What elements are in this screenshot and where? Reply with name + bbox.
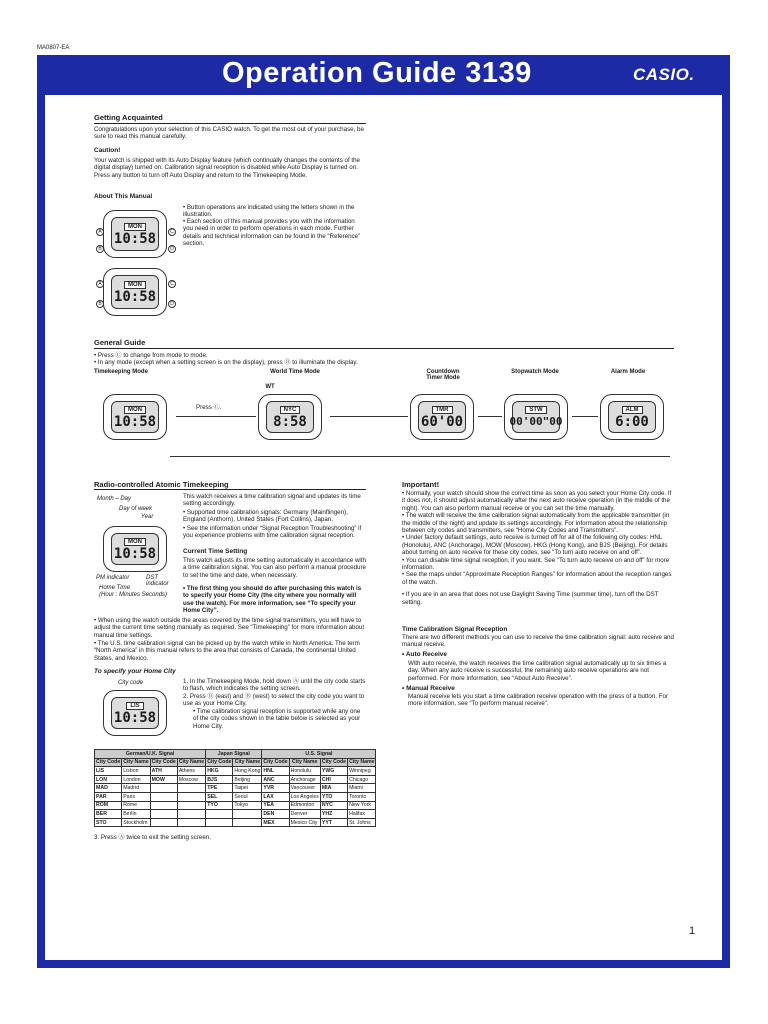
about-manual-heading: About This Manual [94,193,153,200]
intro-text: Congratulations upon your selection of this CASIO watch. To get the most out of your purchase, be sure to read this manual carefully. [94,126,364,141]
city-code-cell [206,818,233,827]
city-name-cell: St. Johns [348,818,376,827]
radio-intro: This watch receives a time calibration signal and updates its time setting accordingly. [183,493,361,508]
getting-acquainted-heading: Getting Acquainted [94,113,163,122]
city-name-cell: Edmonton [289,801,320,810]
city-code-cell [150,792,177,801]
city-code-cell: YVR [262,784,289,793]
important-bullet: • You can disable time signal reception, if you want. See “To turn auto receive on and off” for more information. [402,556,670,572]
city-code-cell: MIA [320,784,347,793]
col-header: City Name [289,758,320,767]
page-title: Operation Guide 3139 [222,57,532,89]
city-name-cell [177,801,205,810]
city-name-cell: New York [348,801,376,810]
city-code-cell: MEX [262,818,289,827]
city-name-cell: Taipei [233,784,262,793]
city-code-cell: SEL [206,792,233,801]
watch-illustration-2: MON 10:58 [103,268,167,316]
watch-world-time: NYC 8:58 [258,394,322,440]
month-day-label: Month – Day [97,496,132,502]
city-name-cell: Seoul [233,792,262,801]
col-header: City Code [321,759,347,766]
city-name-cell [233,818,262,827]
city-name-cell: Madrid [122,784,150,793]
col-header: City Code [207,759,232,766]
city-name-cell: Rome [122,801,150,810]
table-row [95,792,376,801]
city-code-cell: YHZ [320,810,347,819]
mode-arrow [572,416,598,417]
section-rule [94,348,674,349]
city-name-cell [177,818,205,827]
manual-receive-text: Manual receive lets you start a time calibration receive operation with the press of a button. For more information, see “To perform manual receive”. [408,693,669,708]
important-bullet: • See the maps under “Approximate Reception Ranges” for information about the reception ranges of the watch. [402,571,672,586]
city-code-cell: TYO [206,801,233,810]
city-code-cell: YWG [320,767,347,776]
city-name-cell: Vancouver [289,784,320,793]
city-name-cell: Chicago [348,775,376,784]
city-name-cell: Honolulu [289,767,320,776]
city-code-cell [150,801,177,810]
city-code-cell [206,810,233,819]
auto-receive-heading: • Auto Receive [402,651,448,658]
watch-city-code: LIS 10:58 [103,690,167,736]
mode-label-timekeeping: Timekeeping Mode [94,369,148,375]
section-rule [94,123,366,124]
day-of-week-label: Day of week [119,506,153,512]
col-header: City Name [234,759,261,766]
table-row [95,818,376,827]
page-number: 1 [689,925,696,937]
about-bullet-1: • Button operations are indicated using the letters shown in the illustration. [183,204,355,219]
mode-label-alarm: Alarm Mode [610,369,646,375]
col-header: City Code [96,759,121,766]
col-header: City Code [263,759,288,766]
reception-text: There are two different methods you can use to receive the time calibration signal: auto receive and manual receive. [402,634,674,649]
auto-receive-text: With auto receive, the watch receives the time calibration signal automatically up to six times a day. When any auto receive is successful, the remaining auto receive operations are not performed. For more information, see “About Auto Receive”. [408,660,667,682]
mode-arrow [176,416,256,417]
caution-heading: Caution! [94,147,121,154]
button-d-label: D [168,300,176,308]
radio-bullet-1: • Supported time calibration signals: Germany (Mainflingen), England (Anthorn), United States (Fort Collins), Japan. [183,509,348,524]
press-c-label: Press Ⓒ. [196,404,222,411]
city-code-table [94,749,376,827]
city-code-cell: HKG [206,767,233,776]
important-bullet: • The watch will receive the time calibration signal automatically from the applicable transmitter (in the middle of the night) and update its settings accordingly. For information about the relationship between city codes and transmitters, see “Home City Codes and Transmitters”. [402,512,670,535]
important-bullet: • Normally, your watch should show the correct time as soon as you select your Home City code. If it does not, it should adjust automatically after the next auto receive operation (in the middle of the night). You can also perform manual receive or you can set the time manually. [402,490,672,512]
table-group-header: Japan Signal [206,750,262,759]
table-row [95,810,376,819]
col-header: City Code [151,759,176,766]
watch-timekeeping: MON 10:58 [103,394,167,440]
city-name-cell: Tokyo [233,801,262,810]
button-d-label: D [168,245,176,253]
button-c-label: C [168,228,176,236]
col-header: City Name [178,759,205,766]
city-name-cell: Miami [348,784,376,793]
watch-stopwatch: STW 00'00"00 [504,394,568,440]
city-code-cell: NYC [320,801,347,810]
button-c-label: C [168,280,176,288]
watch-countdown: TMR 60'00 [410,394,474,440]
city-code-cell: YEA [262,801,289,810]
city-code-label: City code [118,680,144,686]
step-1: 1. In the Timekeeping Mode, hold down Ⓐ until the city code starts to flash, which indicates the setting screen. [183,678,366,693]
step-bullet: • Time calibration signal reception is supported while any one of the city codes shown in the table below is selected as your Home City. [193,708,361,730]
casio-logo: CASIO. [633,65,695,84]
important-bullet: • If you are in an area that does not use Daylight Saving Time (summer time), turn off the DST setting. [402,591,659,606]
year-label: Year [141,514,154,520]
table-group-header: German/U.K. Signal [95,750,206,759]
city-code-cell [150,784,177,793]
button-a-label: A [96,228,104,236]
mode-label-stopwatch: Stopwatch Mode [511,369,559,375]
city-code-cell: TPE [206,784,233,793]
important-heading: Important! [402,480,440,489]
city-name-cell [177,792,205,801]
city-code-cell: MAD [95,784,122,793]
general-guide-heading: General Guide [94,338,146,347]
dst-indicator-label: DST indicator [146,575,169,587]
current-time-text: This watch adjusts its time setting automatically in accordance with a time calibration signal. You can also perform a manual procedure to set the time and date, when necessary. [183,557,366,579]
important-bullet: • Under factory default settings, auto receive is turned off for all of the following city codes: HNL (Honolulu), ANC (Anchorage), MOW (Moscow), HKG (Hong Kong), and BJS (Beijing). For details about turning on auto receive for these city codes, see “To turn auto receive on and off”. [402,534,668,557]
step-3: 3. Press Ⓐ twice to exit the setting screen. [94,834,211,841]
city-name-cell [177,784,205,793]
important-bullets [402,490,674,606]
city-code-cell: BER [95,810,122,819]
city-code-cell: PAR [95,792,122,801]
about-bullet-2: • Each section of this manual provides you with the information you need in order to perform operations in each mode. Further details and technical information can be found in the “Reference” section. [183,218,361,248]
city-code-cell: DEN [262,810,289,819]
city-name-cell: Halifax [348,810,376,819]
city-code-cell [150,810,177,819]
city-code-cell: YTO [320,792,347,801]
guide-bullet-2: • In any mode (except when a setting screen is on the display), press Ⓑ to illuminate the display. [94,359,358,366]
radio-bullet-2: • See the information under “Signal Reception Troubleshooting” if you experience problems with time calibration signal reception. [183,525,362,540]
city-name-cell: Berlin [122,810,150,819]
city-name-cell: Moscow [177,775,205,784]
city-code-cell: ROM [95,801,122,810]
watch-radio: MON 10:58 [103,526,167,572]
city-code-cell: ANC [262,775,289,784]
step-2: 2. Press Ⓓ (east) and Ⓑ (west) to select the city code you want to use as your Home City. [183,693,365,708]
table-row [95,775,376,784]
home-time-label: Home Time [99,585,130,591]
col-header: City Name [349,759,375,766]
col-header: City Name [123,759,149,766]
manual-receive-heading: • Manual Receive [402,685,455,692]
city-name-cell: Beijing [233,775,262,784]
city-name-cell: Athens [177,767,205,776]
city-name-cell: Anchorage [289,775,320,784]
radio-heading: Radio-controlled Atomic Timekeeping [94,480,229,489]
table-row [95,801,376,810]
outside-bullet-1: • When using the watch outside the areas covered by the time signal transmitters, you will have to adjust the current time setting manually as required. See “Timekeeping” for more information about manual time settings. [94,617,365,639]
mode-label-countdown: Countdown Timer Mode [426,369,460,381]
city-code-cell: HNL [262,767,289,776]
city-name-cell: Hong Kong [234,767,261,774]
home-time-sub-label: (Hour : Minutes Seconds) [99,592,168,598]
city-code-cell: BJS [206,775,233,784]
table-row [95,784,376,793]
pm-indicator-label: PM indicator [96,575,130,581]
caution-text: Your watch is shipped with its Auto Display feature (which continually changes the contents of the digital display) turned on. Calibration signal reception is disabled while Auto Display is turned on. Press any button to turn off Auto Display and return to the Timekeeping Mode. [94,157,360,179]
city-code-cell: LON [95,775,122,784]
guide-bullet-1: • Press Ⓒ to change from mode to mode. [94,352,208,359]
city-name-cell: Toronto [348,792,376,801]
city-code-cell: YYT [320,818,347,827]
city-name-cell: Denver [289,810,320,819]
specify-home-city-heading: To specify your Home City [94,668,176,675]
city-name-cell [233,810,262,819]
city-name-cell: Winnipeg [348,767,376,776]
city-name-cell: Los Angeles [290,793,319,800]
table-group-header: U.S. Signal [262,750,376,759]
city-code-cell: CHI [320,775,347,784]
city-code-cell: LAX [262,792,289,801]
current-time-bold: • The first thing you should do after purchasing this watch is to specify your Home City (the city where you normally will use the watch). For more information, see “To specify your Home City”. [183,585,362,615]
city-code-cell: ATH [150,767,177,776]
section-rule [94,489,366,490]
city-name-cell: Mexico City [289,818,320,827]
button-b-label: B [96,245,104,253]
city-name-cell: Stockholm [122,818,150,827]
reception-heading: Time Calibration Signal Reception [402,626,508,633]
city-name-cell: Lisbon [122,767,150,776]
city-code-cell [150,818,177,827]
wt-indicator: WT [265,384,275,390]
mode-arrow [330,416,408,417]
return-arrow [170,456,670,457]
table-row [95,767,376,776]
city-name-cell: Paris [122,792,150,801]
button-b-label: B [96,300,104,308]
city-name-cell: London [122,775,150,784]
watch-alarm: ALM 6:00 [600,394,664,440]
mode-arrow [478,416,502,417]
outside-bullet-2: • The U.S. time calibration signal can be picked up by the watch while in North America. The term “North America” in this manual refers to the area that consists of Canada, the continental United States, and Mexico. [94,640,360,662]
button-a-label: A [96,280,104,288]
city-code-cell: LIS [95,767,122,776]
city-code-cell: STO [95,818,122,827]
city-code-cell: MOW [150,775,177,784]
mode-label-world-time: World Time Mode [270,369,320,375]
watch-illustration-1: MON 10:58 [103,210,167,258]
city-name-cell [177,810,205,819]
current-time-heading: Current Time Setting [183,548,248,555]
document-code: MA0807-EA [37,45,70,51]
